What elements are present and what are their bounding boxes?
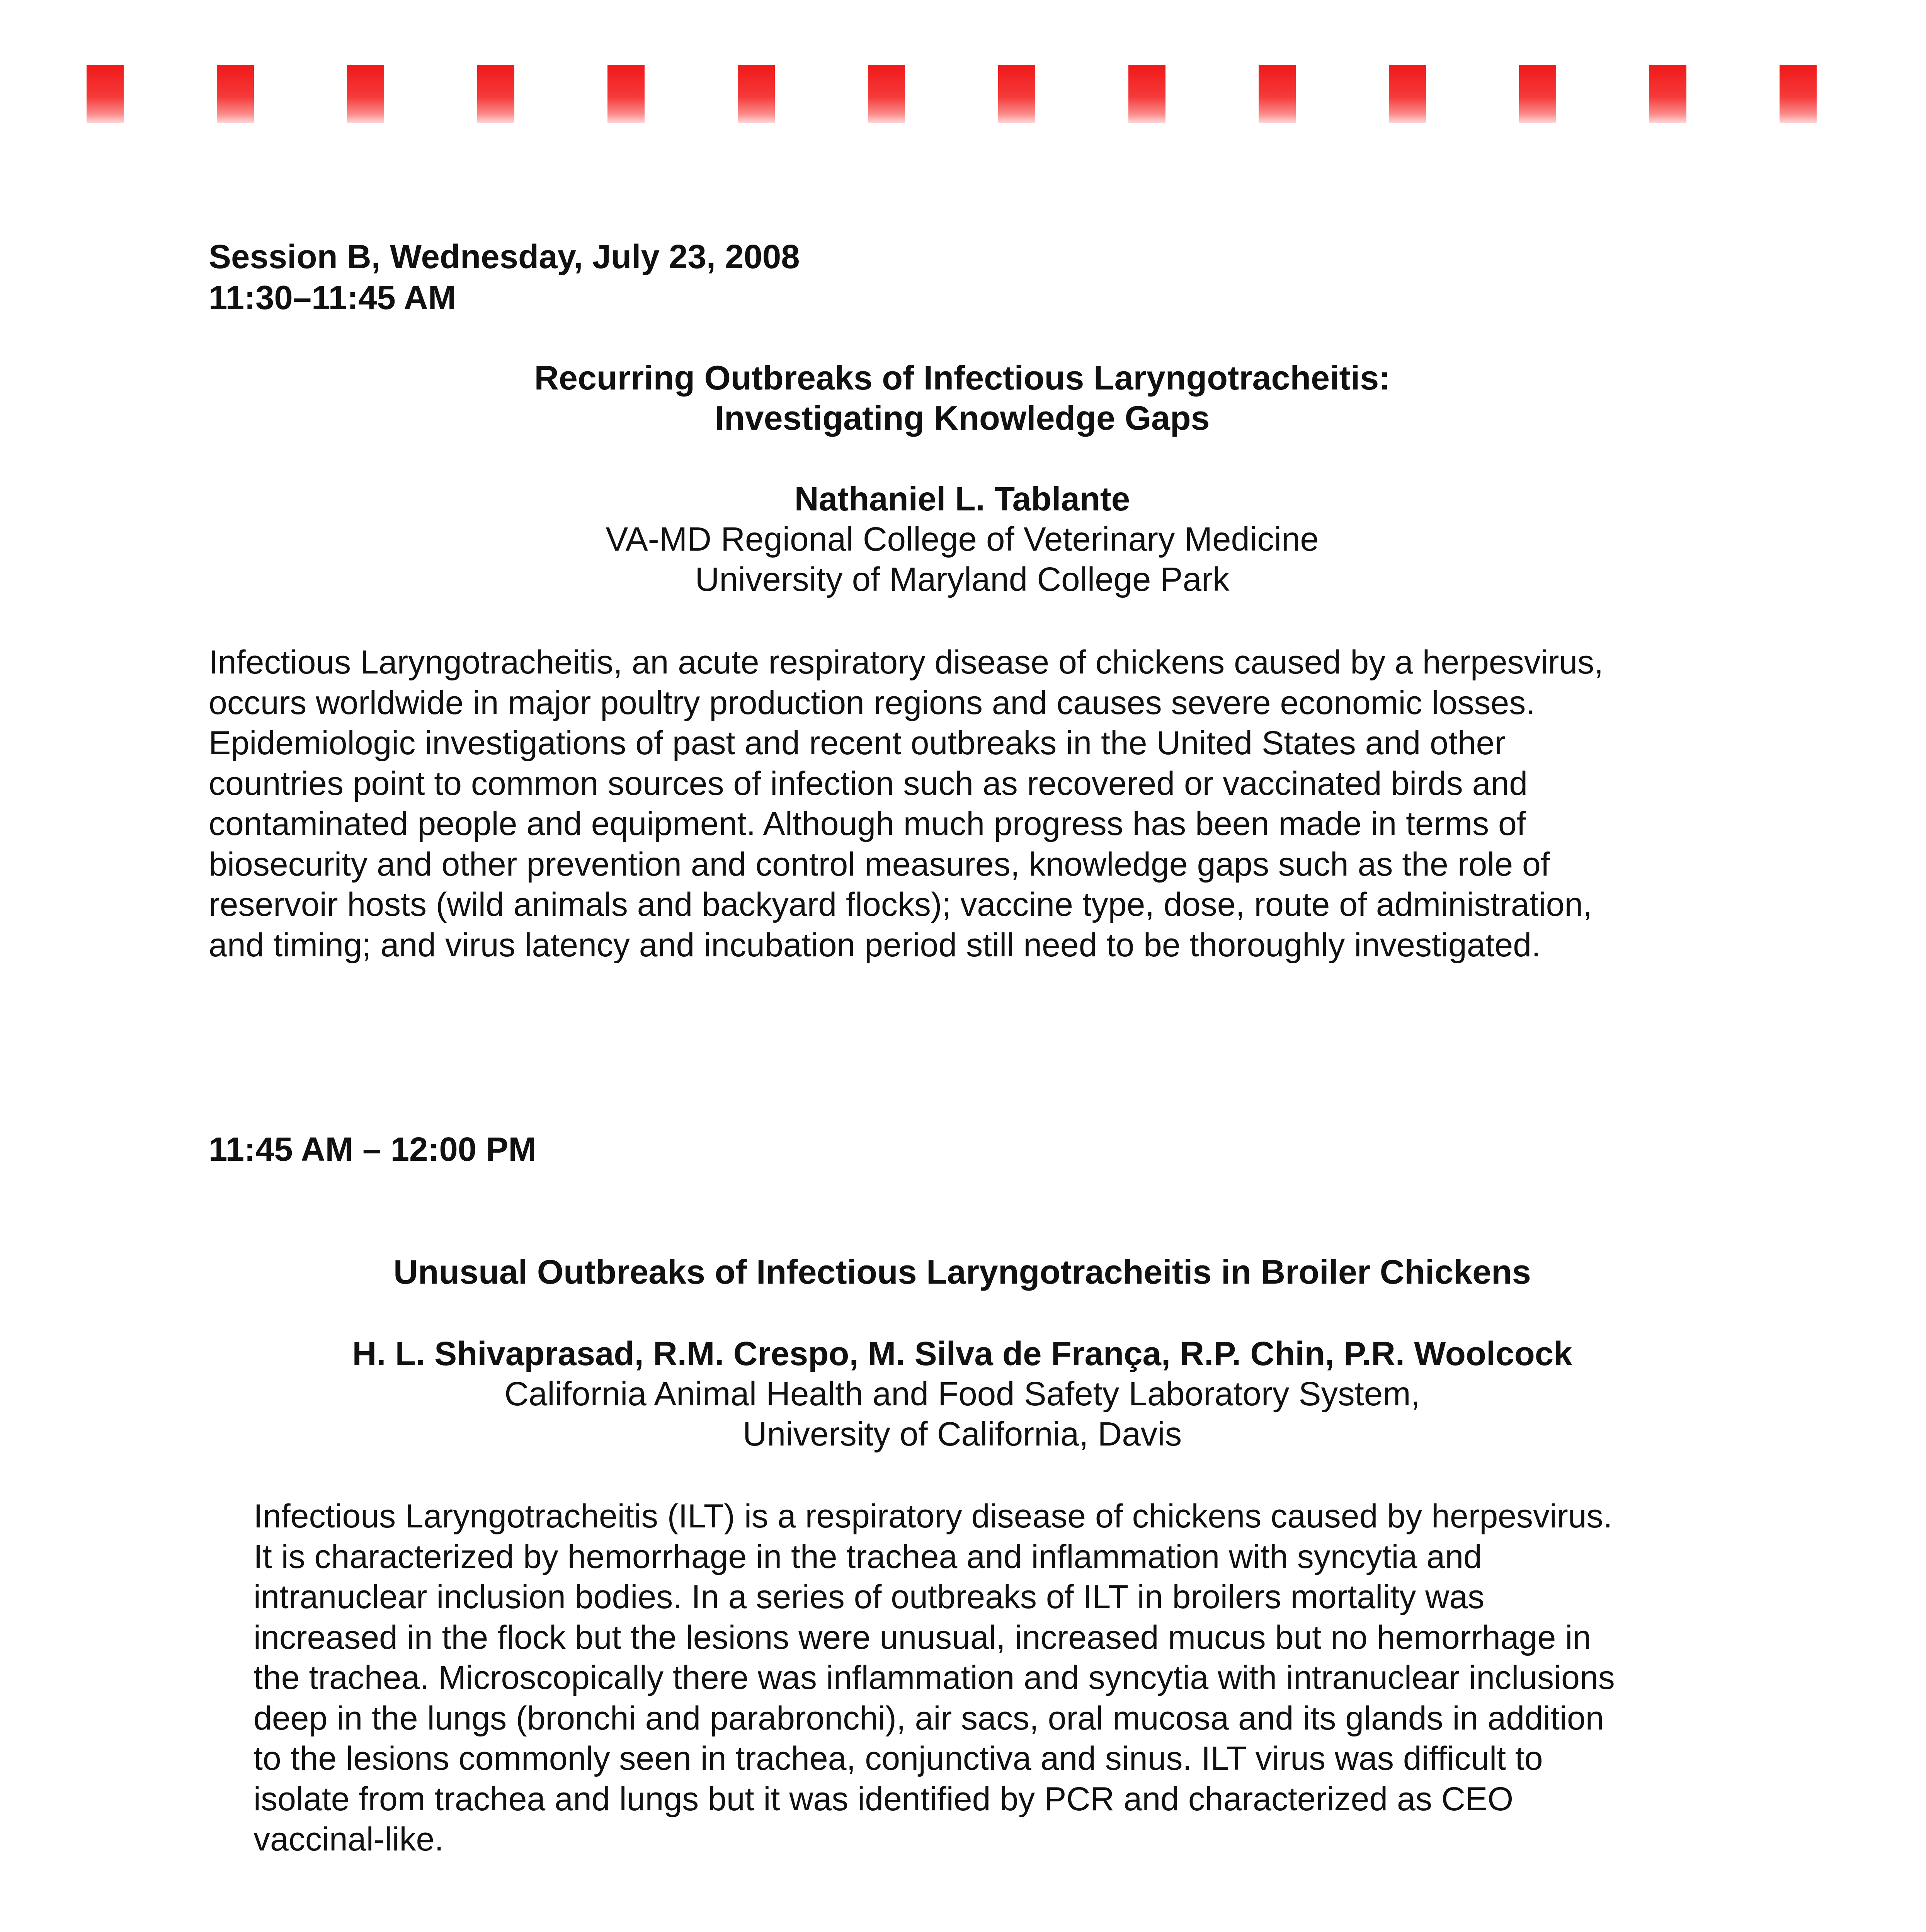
border-dash xyxy=(87,65,124,123)
abstract-line: contaminated people and equipment. Although much progress has been made in terms of xyxy=(209,805,1526,842)
talk1-author: Nathaniel L. Tablante xyxy=(794,480,1130,518)
border-dash xyxy=(607,65,645,123)
border-dash xyxy=(998,65,1035,123)
talk1-title-line: Investigating Knowledge Gaps xyxy=(715,399,1210,437)
abstract-line: and timing; and virus latency and incubation period still need to be thoroughly investigated. xyxy=(209,926,1541,964)
abstract-line: occurs worldwide in major poultry production regions and causes severe economic losses. xyxy=(209,684,1535,721)
abstract-line: increased in the flock but the lesions were unusual, increased mucus but no hemorrhage in xyxy=(254,1619,1591,1656)
abstract-line: isolate from trachea and lungs but it was identified by PCR and characterized as CEO xyxy=(254,1780,1514,1818)
border-dash xyxy=(738,65,775,123)
talk2-title: Unusual Outbreaks of Infectious Laryngotracheitis in Broiler Chickens xyxy=(393,1253,1531,1291)
session-heading: Session B, Wednesday, July 23, 2008 xyxy=(209,238,800,276)
border-dash xyxy=(1519,65,1556,123)
border-dash xyxy=(347,65,384,123)
talk2-abstract xyxy=(254,1496,1615,1860)
abstract-line: the trachea. Microscopically there was inflammation and syncytia with intranuclear inclusions xyxy=(254,1659,1615,1696)
border-dash xyxy=(477,65,514,123)
abstract-line: deep in the lungs (bronchi and parabronchi), air sacs, oral mucosa and its glands in addition xyxy=(254,1699,1604,1737)
border-dash xyxy=(1128,65,1165,123)
border-dash xyxy=(1259,65,1296,123)
abstract-line: countries point to common sources of infection such as recovered or vaccinated birds and xyxy=(209,765,1528,802)
border-dash xyxy=(1780,65,1817,123)
abstract-line: reservoir hosts (wild animals and backyard flocks); vaccine type, dose, route of administration, xyxy=(209,886,1593,923)
abstract-line: biosecurity and other prevention and control measures, knowledge gaps such as the role of xyxy=(209,845,1550,883)
abstract-line: to the lesions commonly seen in trachea, conjunctiva and sinus. ILT virus was difficult to xyxy=(254,1740,1543,1777)
talk1-title xyxy=(209,358,1716,438)
border-dash xyxy=(1649,65,1686,123)
talk2-title-block xyxy=(209,1252,1716,1292)
abstract-line: Epidemiologic investigations of past and recent outbreaks in the United States and other xyxy=(209,724,1506,762)
border-dash xyxy=(1389,65,1426,123)
talk2-author-block xyxy=(209,1334,1716,1454)
border-dash xyxy=(217,65,254,123)
talk2-affiliation-line: University of California, Davis xyxy=(742,1415,1182,1453)
talk1-abstract xyxy=(209,642,1603,965)
border-dash xyxy=(868,65,905,123)
talk2-affiliation-line: California Animal Health and Food Safety Laboratory System, xyxy=(504,1375,1420,1413)
talk2-time: 11:45 AM – 12:00 PM xyxy=(209,1131,536,1168)
talk1-author-block xyxy=(209,479,1716,600)
abstract-line: vaccinal-like. xyxy=(254,1821,444,1858)
abstract-line: intranuclear inclusion bodies. In a series of outbreaks of ILT in broilers mortality was xyxy=(254,1578,1485,1616)
talk1-title-line: Recurring Outbreaks of Infectious Laryngotracheitis: xyxy=(534,359,1390,397)
decorative-red-dash-border xyxy=(87,65,1826,123)
abstract-line: Infectious Laryngotracheitis, an acute respiratory disease of chickens caused by a herpesvirus, xyxy=(209,644,1604,681)
abstract-line: Infectious Laryngotracheitis (ILT) is a respiratory disease of chickens caused by herpesvirus. xyxy=(254,1498,1613,1535)
talk1-affiliation-line: VA-MD Regional College of Veterinary Medicine xyxy=(606,520,1319,558)
session-time: 11:30–11:45 AM xyxy=(209,279,456,316)
abstract-line: It is characterized by hemorrhage in the trachea and inflammation with syncytia and xyxy=(254,1538,1482,1575)
talk2-authors: H. L. Shivaprasad, R.M. Crespo, M. Silva de França, R.P. Chin, P.R. Woolcock xyxy=(352,1335,1572,1372)
talk1-affiliation-line: University of Maryland College Park xyxy=(695,561,1230,598)
